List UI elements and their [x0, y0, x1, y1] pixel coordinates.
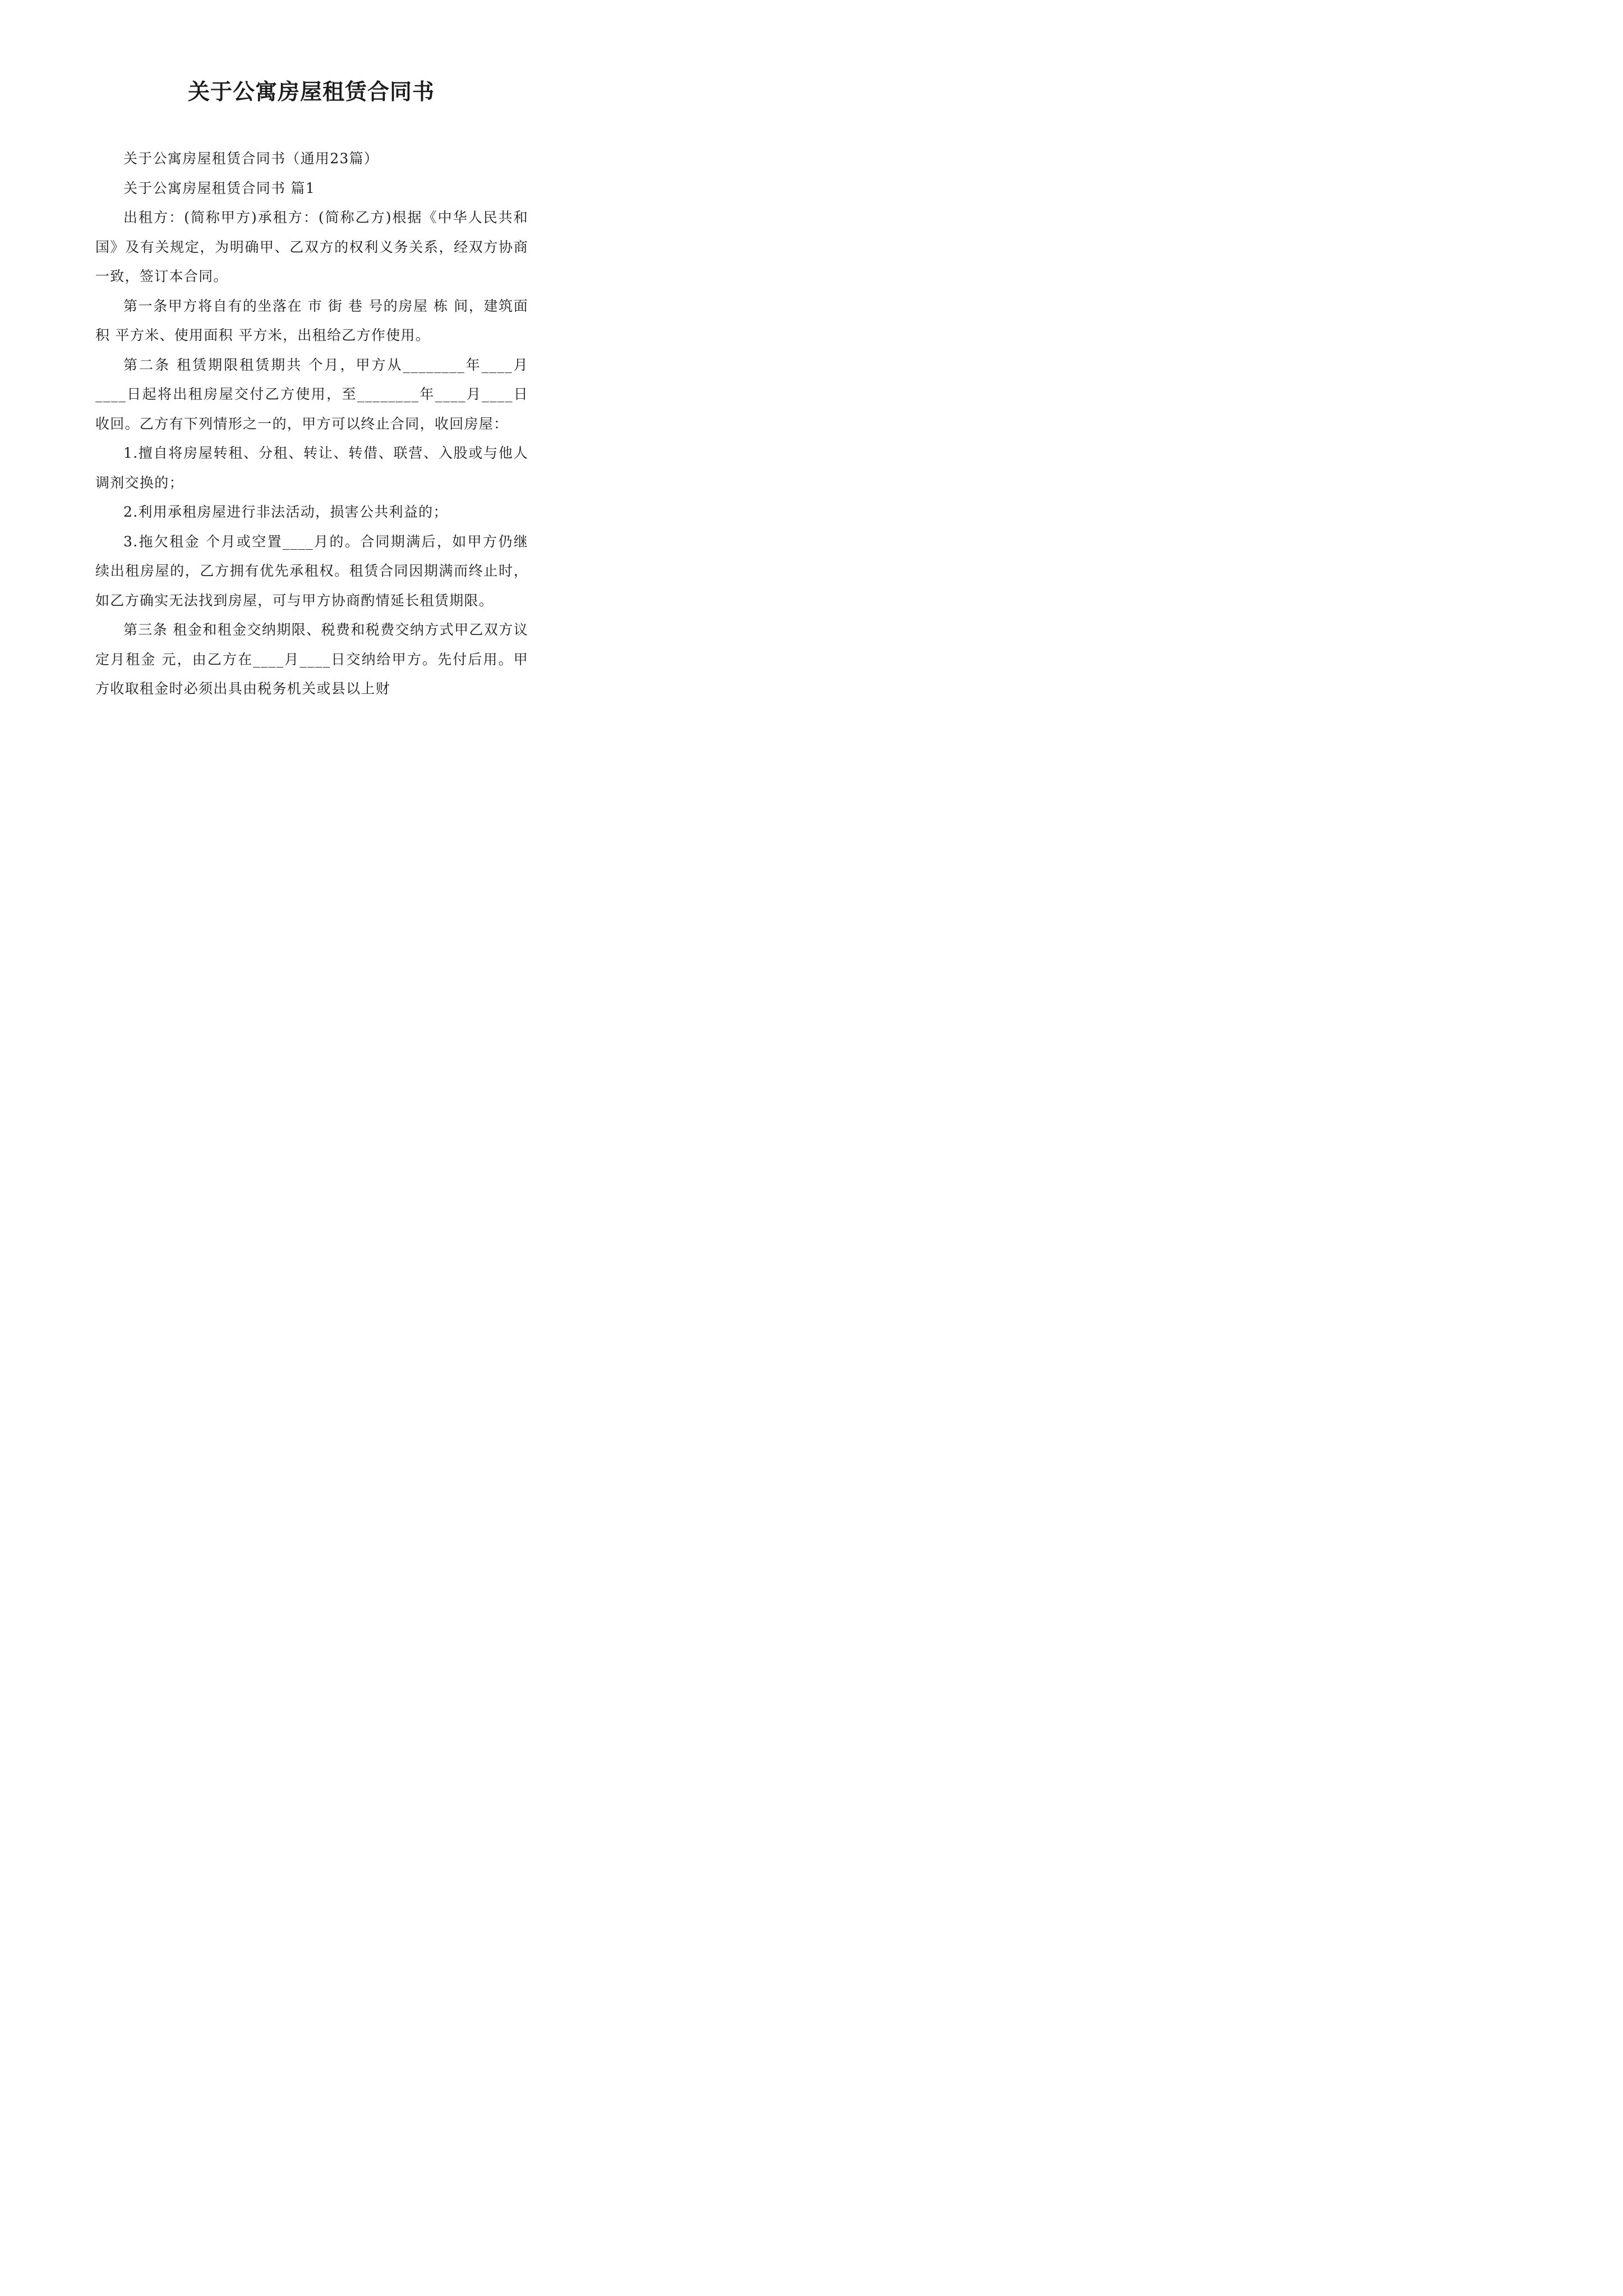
list-item-1: 1.擅自将房屋转租、分租、转让、转借、联营、入股或与他人调剂交换的； [95, 445, 528, 491]
article-1-paragraph: 第一条甲方将自有的坐落在 市 街 巷 号的房屋 栋 间，建筑面积 平方米、使用面积 平方米，出租给乙方作使用。 [95, 297, 528, 343]
document-page [0, 0, 623, 880]
section-heading: 关于公寓房屋租赁合同书 篇1 [123, 180, 316, 196]
article-3-paragraph: 第三条 租金和租金交纳期限、税费和税费交纳方式甲乙双方议定月租金 元，由乙方在____月____日交纳给甲方。先付后用。甲方收取租金时必须出具由税务机关或县以上财 [95, 622, 528, 697]
list-item-3: 3.拖欠租金 个月或空置____月的。合同期满后，如甲方仍继续出租房屋的，乙方拥有优先承租权。租赁合同因期满而终止时，如乙方确实无法找到房屋，可与甲方协商酌情延长租赁期限。 [95, 533, 528, 609]
document-body [95, 144, 528, 704]
intro-paragraph: 出租方：(简称甲方)承租方：(简称乙方)根据《中华人民共和国》及有关规定，为明确甲、乙双方的权利义务关系，经双方协商一致，签订本合同。 [95, 209, 528, 284]
document-title: 关于公寓房屋租赁合同书 [187, 79, 435, 105]
article-2-paragraph: 第二条 租赁期限租赁期共 个月，甲方从________年____月____日起将出租房屋交付乙方使用，至________年____月____日收回。乙方有下列情形之一的，甲方可以终止合同，收回房屋： [95, 356, 528, 432]
list-item-2: 2.利用承租房屋进行非法活动，损害公共利益的； [123, 504, 448, 520]
subtitle-paragraph: 关于公寓房屋租赁合同书（通用23篇） [123, 150, 379, 167]
